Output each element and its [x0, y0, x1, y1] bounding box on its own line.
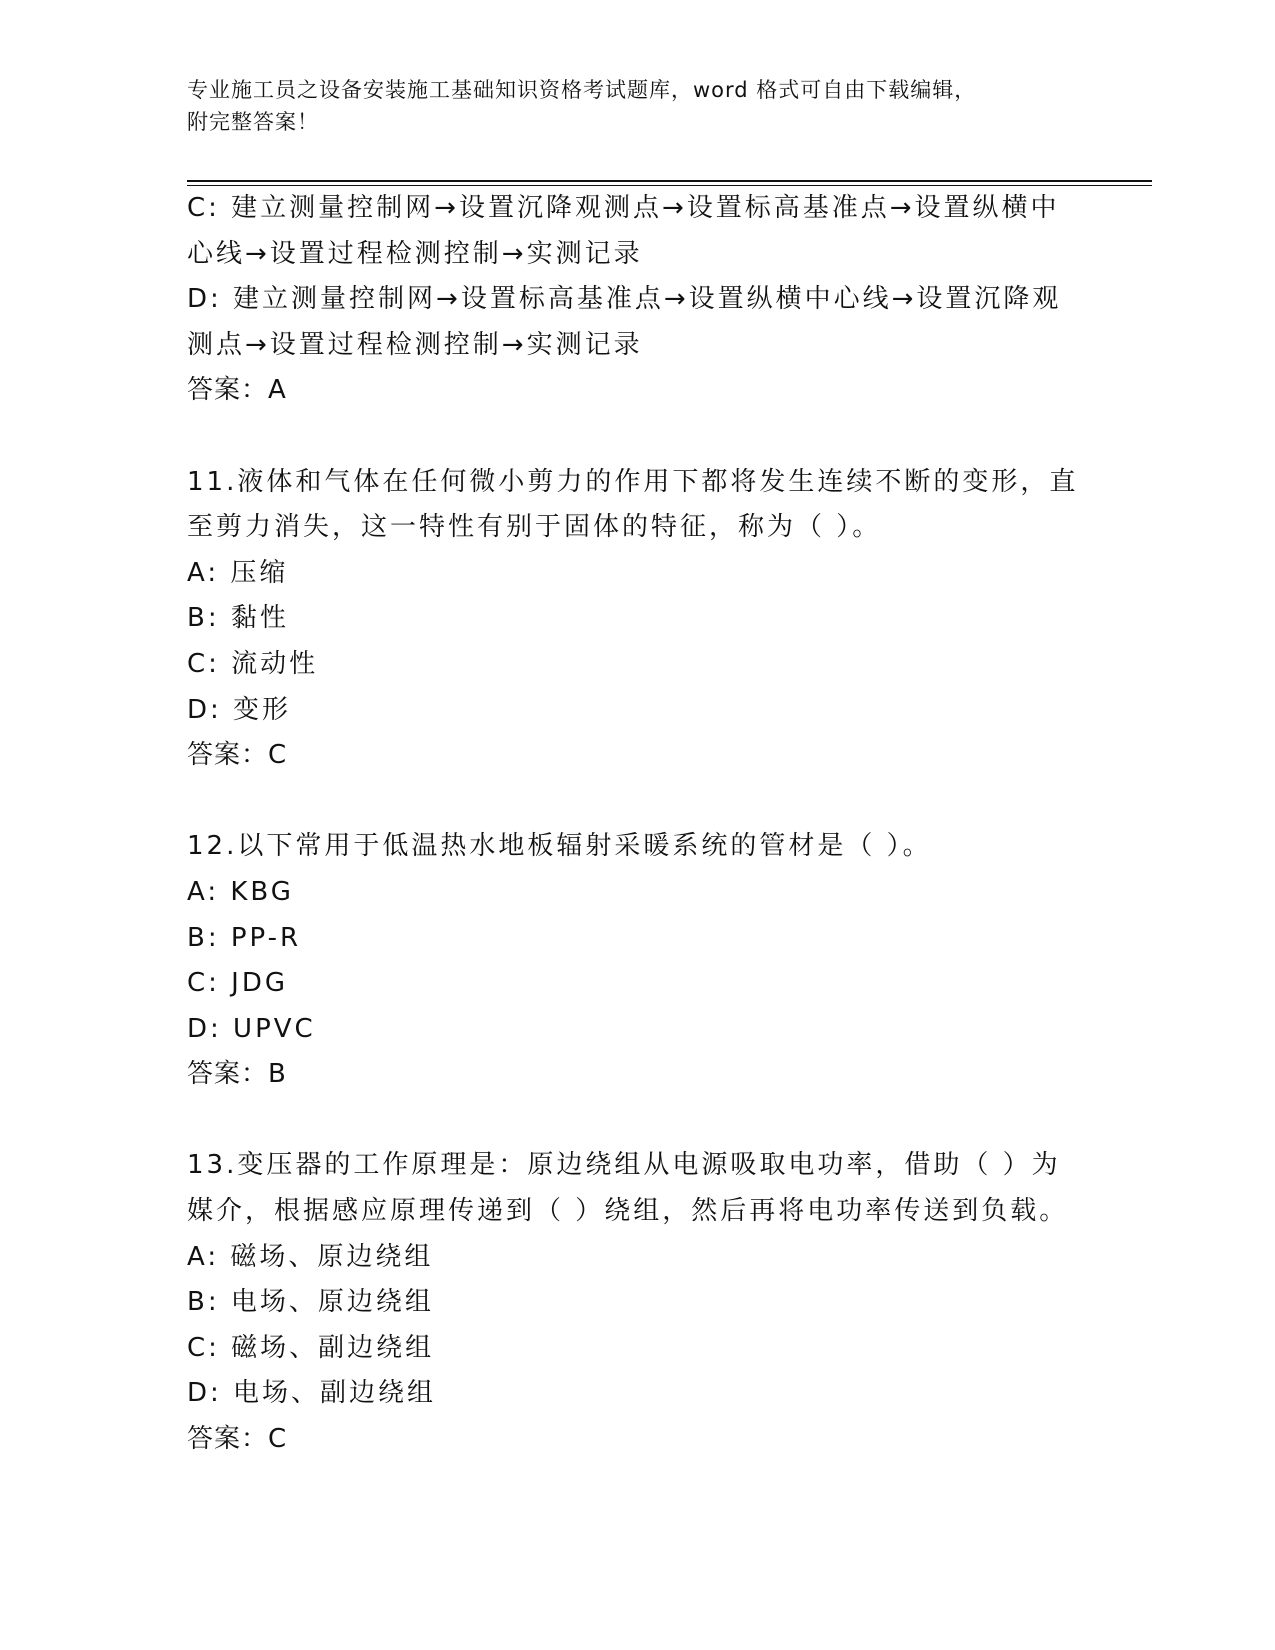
q10-option-c-line-1: C: 建立测量控制网→设置沉降观测点→设置标高基准点→设置纵横中 [187, 193, 1060, 223]
q11-stem-line-1: 11.液体和气体在任何微小剪力的作用下都将发生连续不断的变形，直 [187, 466, 1079, 497]
document-header [187, 74, 1067, 138]
q11-option-a: A: 压缩 [187, 557, 289, 588]
question-13 [187, 1143, 1087, 1462]
q11-option-c: C: 流动性 [187, 648, 319, 679]
q13-option-b: B: 电场、原边绕组 [187, 1287, 434, 1318]
q10-option-c-line-2: 心线→设置过程检测控制→实测记录 [187, 238, 643, 269]
q11-option-b: B: 黏性 [187, 603, 289, 634]
q12-option-d: D: UPVC [187, 1013, 316, 1044]
spacer [187, 414, 1087, 460]
q13-option-d: D: 电场、副边绕组 [187, 1378, 437, 1409]
q13-option-c: C: 磁场、副边绕组 [187, 1332, 435, 1363]
question-12 [187, 824, 1087, 1098]
q13-answer: 答案：C [187, 1424, 288, 1455]
spacer [187, 1098, 1087, 1144]
q11-option-d: D: 变形 [187, 694, 292, 725]
q10-option-d-line-1: D: 建立测量控制网→设置标高基准点→设置纵横中心线→设置沉降观 [187, 284, 1062, 315]
q11-answer: 答案：C [187, 740, 288, 771]
spacer [187, 779, 1087, 825]
header-line-2: 附完整答案！ [187, 110, 319, 134]
q10-answer: 答案：A [187, 375, 287, 406]
q10-option-d-line-2: 测点→设置过程检测控制→实测记录 [187, 329, 643, 360]
q13-stem-line-2: 媒介，根据感应原理传递到（ ）绕组，然后再将电功率传送到负载。 [187, 1196, 1069, 1227]
q11-stem-line-2: 至剪力消失，这一特性有别于固体的特征，称为（ ）。 [187, 512, 882, 543]
question-list [187, 186, 1087, 1463]
q12-answer: 答案：B [187, 1059, 287, 1090]
q12-option-b: B: PP-R [187, 922, 302, 953]
q13-option-a: A: 磁场、原边绕组 [187, 1241, 434, 1272]
q12-option-c: C: JDG [187, 968, 289, 999]
header-line-1: 专业施工员之设备安装施工基础知识资格考试题库，word 格式可自由下载编辑， [187, 78, 977, 102]
q12-option-a: A: KBG [187, 876, 294, 907]
q13-stem-line-1: 13.变压器的工作原理是：原边绕组从电源吸取电功率，借助（ ）为 [187, 1150, 1061, 1181]
question-10 [187, 186, 1087, 414]
header-divider-thick [187, 180, 1152, 182]
question-11 [187, 460, 1087, 779]
q12-stem-line-1: 12.以下常用于低温热水地板辐射采暖系统的管材是（ ）。 [187, 831, 932, 862]
